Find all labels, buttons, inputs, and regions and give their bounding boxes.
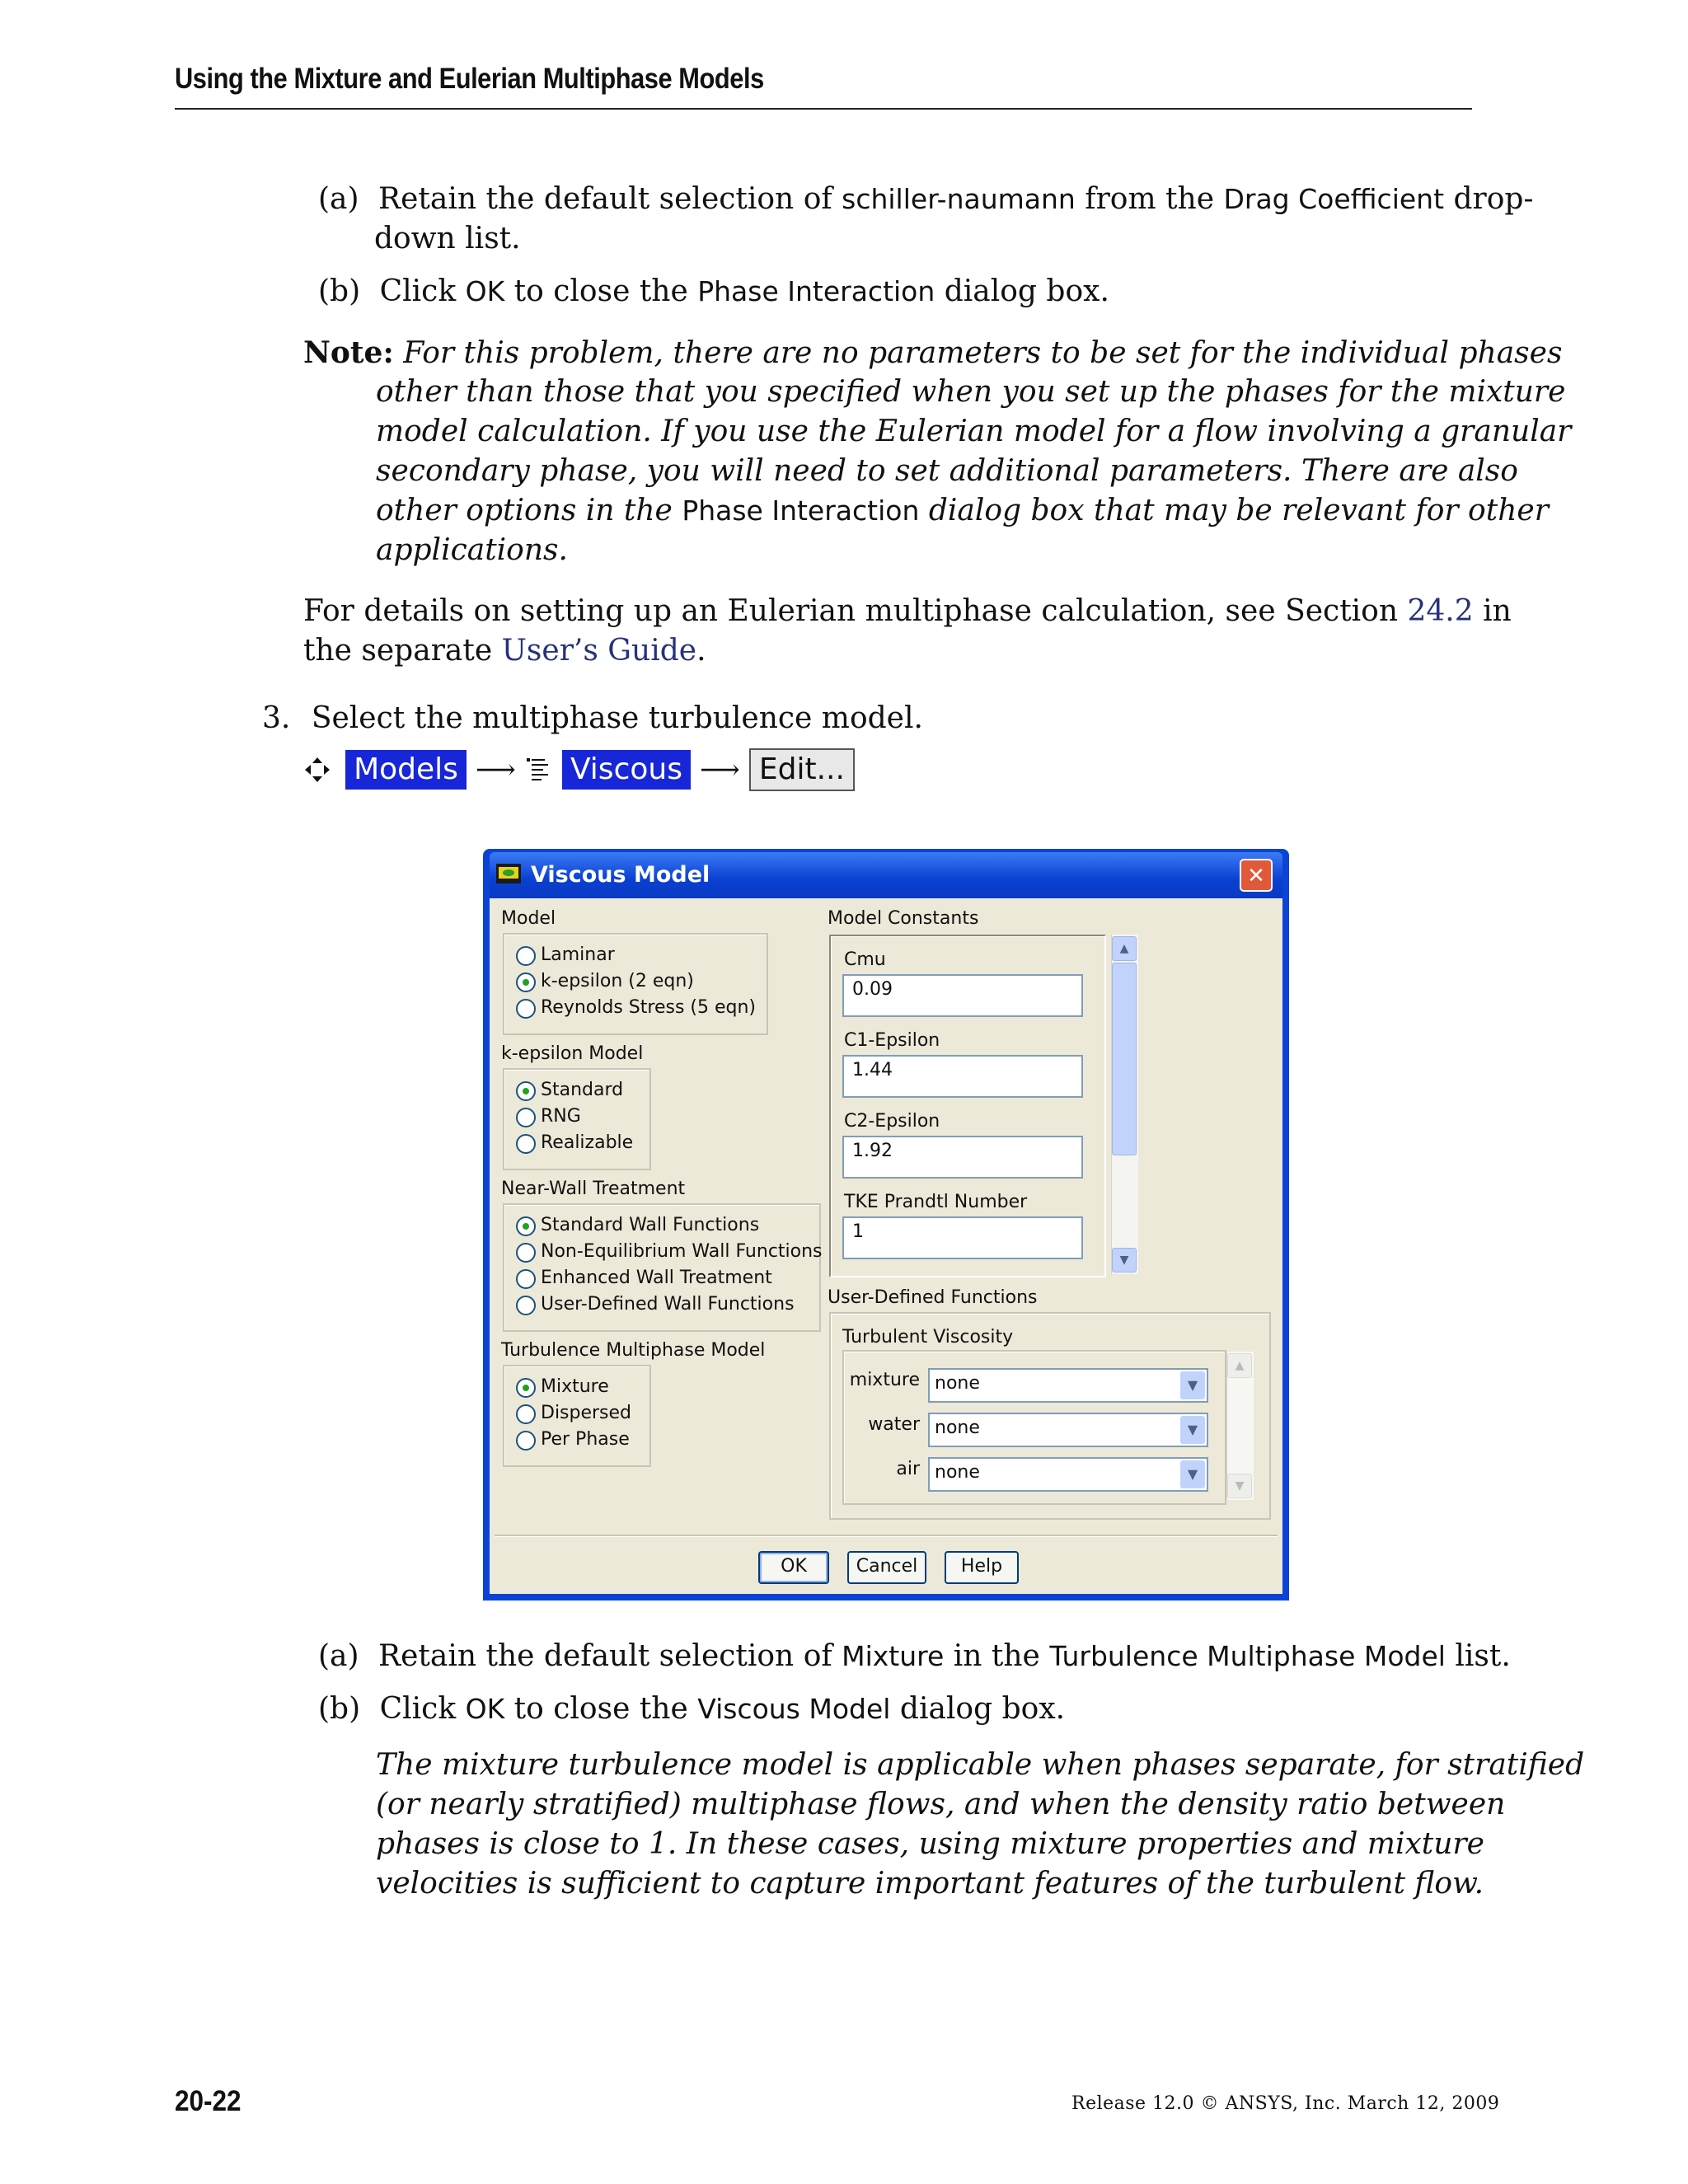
option-k-epsilon: k-epsilon (2 eqn) (541, 971, 694, 991)
constants-label: Model Constants (828, 908, 979, 929)
page-number: 20-22 (175, 2085, 241, 2117)
option-per-phase: Per Phase (541, 1429, 630, 1450)
tv-water-label: water (868, 1414, 920, 1435)
ui-term-turbulence-multiphase-model: Turbulence Multiphase Model (1049, 1640, 1446, 1672)
radio-k-epsilon[interactable] (516, 972, 536, 992)
step-a-bottom (318, 1637, 1511, 1676)
step-b-text: Click (379, 274, 466, 308)
option-dispersed: Dispersed (541, 1403, 632, 1423)
const-c2-label: C2-Epsilon (844, 1111, 940, 1132)
note-text-5: other options in the (376, 494, 682, 527)
details-text-post: in (1473, 594, 1512, 628)
tv-water-value: none (935, 1418, 980, 1438)
tv-mixture-label: mixture (849, 1370, 920, 1390)
const-c2-input[interactable]: 1.92 (842, 1136, 1083, 1179)
const-c1-label: C1-Epsilon (844, 1030, 940, 1051)
viscous-model-dialog (483, 849, 1289, 1601)
ui-term-schiller-naumann: schiller-naumann (842, 183, 1076, 215)
option-rng: RNG (541, 1106, 581, 1127)
nav-models[interactable]: Models (345, 750, 467, 790)
option-standard-wall-functions: Standard Wall Functions (541, 1215, 760, 1235)
radio-per-phase[interactable] (516, 1431, 536, 1451)
radio-dispersed[interactable] (516, 1404, 536, 1424)
nwt-group-label: Near-Wall Treatment (501, 1179, 686, 1199)
dialog-title: Viscous Model (531, 862, 710, 888)
step-a-bottom-label: (a) (318, 1639, 359, 1673)
option-laminar: Laminar (541, 944, 615, 965)
ui-term-phase-interaction: Phase Interaction (697, 275, 935, 307)
step-a-bottom-post: list. (1445, 1639, 1511, 1673)
tv-mixture-value: none (935, 1373, 980, 1394)
option-mixture: Mixture (541, 1376, 609, 1397)
details-text-2-post: . (696, 634, 706, 668)
dialog-titlebar (490, 852, 1282, 898)
tv-water-dropdown[interactable] (928, 1413, 1208, 1447)
tmm-group-label: Turbulence Multiphase Model (501, 1340, 766, 1361)
dialog-body (490, 898, 1282, 1594)
nav-arrow-1: ⟶ (476, 753, 516, 786)
note-label: Note: (303, 335, 394, 370)
ui-term-drag-coefficient: Drag Coefficient (1223, 183, 1445, 215)
step-b-bottom (318, 1690, 1065, 1729)
const-tke-input[interactable]: 1 (842, 1216, 1083, 1259)
kep-group-label: k-epsilon Model (501, 1043, 644, 1064)
step-b-bottom-label: (b) (318, 1692, 361, 1726)
radio-non-equilibrium[interactable] (516, 1243, 536, 1263)
help-button[interactable]: Help (945, 1551, 1019, 1584)
italic-para-line-1: The mixture turbulence model is applicable when phases separate, for stratified (376, 1748, 1585, 1782)
running-header-title: Using the Mixture and Eulerian Multiphase Models (175, 63, 764, 95)
radio-rng[interactable] (516, 1108, 536, 1127)
step-a-label: (a) (318, 182, 359, 216)
release-footer: Release 12.0 © ANSYS, Inc. March 12, 2009 (1071, 2093, 1500, 2114)
ok-button[interactable]: OK (758, 1551, 829, 1584)
chevron-down-icon[interactable]: ▼ (1180, 1416, 1205, 1444)
nav-edit-button[interactable]: Edit... (749, 748, 855, 791)
cancel-button[interactable]: Cancel (847, 1551, 926, 1584)
const-cmu-input[interactable]: 0.09 (842, 974, 1083, 1017)
ui-term-ok-bottom: OK (465, 1693, 505, 1725)
tv-air-dropdown[interactable] (928, 1457, 1208, 1492)
details-line-2 (303, 631, 706, 671)
tree-nav-icon (303, 756, 331, 784)
ui-term-viscous-model: Viscous Model (697, 1693, 891, 1725)
option-non-equilibrium: Non-Equilibrium Wall Functions (541, 1241, 823, 1262)
step-b-bottom-post: dialog box. (890, 1692, 1066, 1726)
ui-term-phase-interaction-note: Phase Interaction (682, 494, 920, 527)
model-group-label: Model (501, 908, 556, 929)
radio-mixture[interactable] (516, 1378, 536, 1398)
radio-standard-wall-functions[interactable] (516, 1216, 536, 1236)
note-line-6: applications. (376, 533, 568, 567)
tv-scroll-down-icon[interactable]: ▼ (1227, 1474, 1252, 1498)
ui-term-mixture: Mixture (842, 1640, 945, 1672)
tv-label: Turbulent Viscosity (842, 1327, 1014, 1347)
tv-scroll-up-icon[interactable]: ▲ (1227, 1353, 1252, 1378)
const-cmu-label: Cmu (844, 949, 886, 970)
button-divider (495, 1535, 1278, 1537)
scroll-down-icon[interactable]: ▼ (1112, 1248, 1137, 1272)
section-link[interactable]: 24.2 (1407, 594, 1474, 628)
note-text-1: For this problem, there are no parameters to be set for the individual phases (403, 336, 1563, 370)
note-line-2: other than those that you specified when you set up the phases for the mixture (376, 375, 1566, 409)
step-b-bottom-mid: to close the (504, 1692, 698, 1726)
step-3-text: Select the multiphase turbulence model. (311, 701, 923, 735)
option-user-defined-wall: User-Defined Wall Functions (541, 1294, 795, 1315)
step-b-text-post: dialog box. (935, 274, 1109, 308)
close-button[interactable]: ✕ (1240, 859, 1273, 892)
radio-user-defined-wall[interactable] (516, 1296, 536, 1315)
note-line-5 (376, 491, 1549, 531)
chevron-down-icon[interactable]: ▼ (1180, 1460, 1205, 1488)
radio-laminar[interactable] (516, 946, 536, 966)
users-guide-link[interactable]: User’s Guide (501, 634, 697, 668)
radio-enhanced-wall[interactable] (516, 1269, 536, 1289)
option-reynolds-stress: Reynolds Stress (5 eqn) (541, 997, 756, 1018)
details-text-2: the separate (303, 634, 502, 668)
radio-reynolds-stress[interactable] (516, 999, 536, 1019)
step-b-bottom-text: Click (379, 1692, 466, 1726)
step-a-bottom-text: Retain the default selection of (378, 1639, 842, 1673)
note-text-5-post: dialog box that may be relevant for other (919, 494, 1549, 527)
note-line-3: model calculation. If you use the Eulerian model for a flow involving a granular (376, 415, 1572, 448)
nav-path (303, 748, 855, 791)
const-c1-input[interactable]: 1.44 (842, 1055, 1083, 1098)
details-text: For details on setting up an Eulerian multiphase calculation, see Section (303, 594, 1408, 628)
step-a-bottom-mid: in the (944, 1639, 1050, 1673)
details-line-1 (303, 592, 1512, 631)
scroll-thumb[interactable] (1112, 963, 1137, 1155)
step-3-number: 3. (262, 701, 291, 735)
tv-mixture-dropdown[interactable] (928, 1368, 1208, 1403)
step-b-top (318, 272, 1109, 312)
step-a-top (318, 180, 1534, 219)
step-a-text-mid: from the (1075, 182, 1224, 216)
const-tke-label: TKE Prandtl Number (844, 1192, 1028, 1212)
option-standard: Standard (541, 1080, 624, 1100)
chevron-down-icon[interactable]: ▼ (1180, 1371, 1205, 1399)
step-a-text: Retain the default selection of (378, 182, 842, 216)
italic-para-line-4: velocities is sufficient to capture important features of the turbulent flow. (376, 1867, 1484, 1900)
step-a-text-post: drop- (1444, 182, 1534, 216)
list-icon (525, 756, 550, 784)
italic-para-line-2: (or nearly stratified) multiphase flows, and when the density ratio between (376, 1788, 1506, 1821)
step-3 (262, 699, 923, 738)
radio-standard[interactable] (516, 1081, 536, 1101)
option-enhanced-wall: Enhanced Wall Treatment (541, 1268, 772, 1288)
tv-air-value: none (935, 1462, 980, 1483)
app-icon (496, 864, 521, 883)
option-realizable: Realizable (541, 1132, 634, 1153)
ui-term-ok: OK (465, 275, 505, 307)
scroll-up-icon[interactable]: ▲ (1112, 936, 1137, 961)
tv-air-label: air (896, 1459, 920, 1479)
step-b-label: (b) (318, 274, 361, 308)
step-b-text-mid: to close the (504, 274, 698, 308)
step-a-line2: down list. (374, 222, 521, 255)
radio-realizable[interactable] (516, 1134, 536, 1154)
note-line-1 (303, 333, 1562, 373)
nav-viscous[interactable]: Viscous (562, 750, 691, 790)
nav-arrow-2: ⟶ (700, 753, 740, 786)
header-rule (175, 108, 1472, 110)
udf-label: User-Defined Functions (828, 1287, 1038, 1308)
note-line-4: secondary phase, you will need to set additional parameters. There are also (376, 454, 1518, 488)
italic-para-line-3: phases is close to 1. In these cases, using mixture properties and mixture (376, 1827, 1484, 1861)
